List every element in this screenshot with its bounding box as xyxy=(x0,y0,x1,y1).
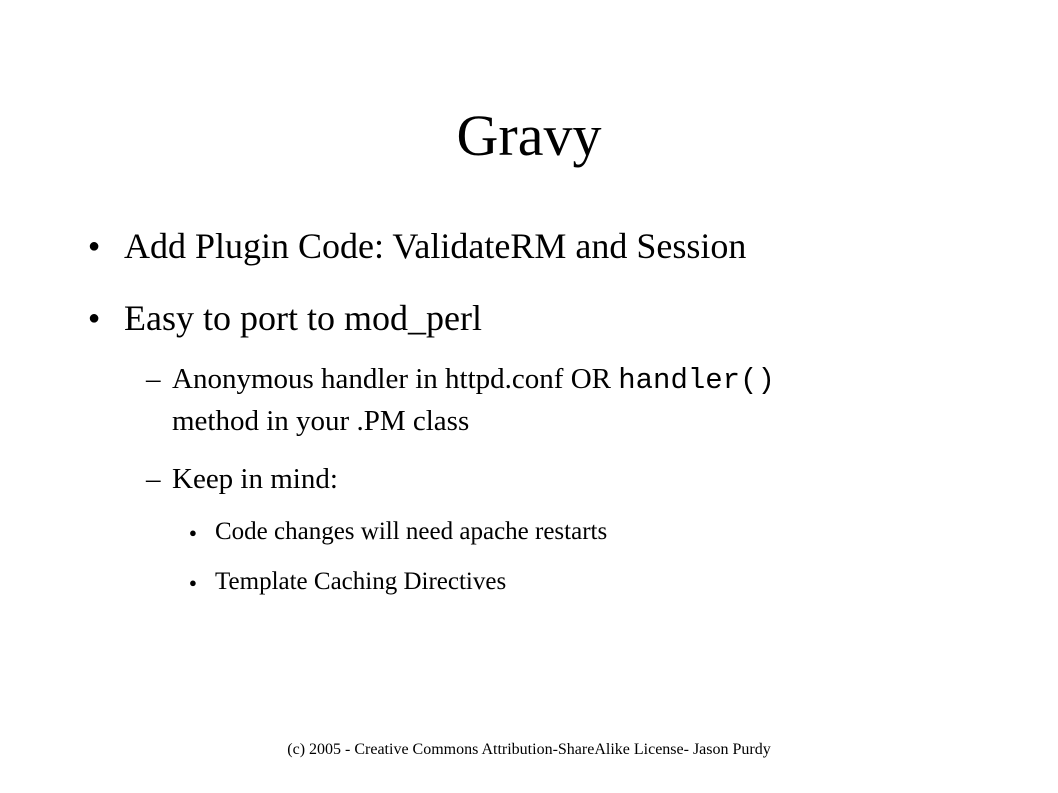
bullet-easy-to-port: Easy to port to mod_perl xyxy=(124,298,482,338)
bullet-marker: ● xyxy=(189,575,197,590)
dash-marker: – xyxy=(146,363,161,395)
bullet-marker: ● xyxy=(189,525,197,540)
bullet-marker: ● xyxy=(88,235,101,257)
footer-copyright: (c) 2005 - Creative Commons Attribution-ShareAlike License- Jason Purdy xyxy=(287,741,771,758)
bullet-marker: ● xyxy=(88,307,101,329)
sub-bullet-anonymous-handler xyxy=(172,362,775,398)
sub-sub-bullet-code-changes: Code changes will need apache restarts xyxy=(215,518,608,545)
sub-bullet-keep-in-mind: Keep in mind: xyxy=(172,463,338,495)
sub-sub-bullet-template-caching: Template Caching Directives xyxy=(215,568,507,595)
code-handler: handler() xyxy=(618,364,775,397)
sub-bullet-continuation: method in your .PM class xyxy=(172,405,470,437)
bullet-add-plugin-code: Add Plugin Code: ValidateRM and Session xyxy=(124,226,747,266)
dash-marker: – xyxy=(146,463,161,495)
sub-bullet-text: Anonymous handler in httpd.conf OR xyxy=(172,363,619,395)
slide-title: Gravy xyxy=(456,103,602,168)
